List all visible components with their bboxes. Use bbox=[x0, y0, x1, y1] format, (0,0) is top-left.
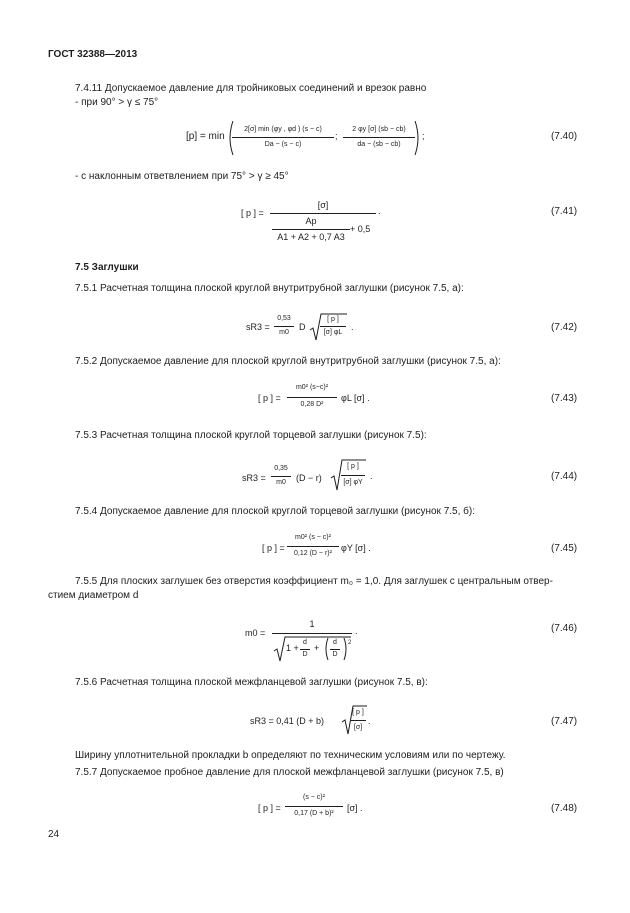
formula-plus-term: + 0,5 bbox=[350, 224, 371, 234]
formula-tail: . bbox=[351, 322, 354, 332]
coefficient-denominator: m0 bbox=[276, 479, 286, 486]
fraction-bar bbox=[272, 633, 352, 634]
equation-number: (7.46) bbox=[551, 623, 578, 634]
paragraph-7-5-4: 7.5.4 Допускаемое давление для плоской круглой торцевой заглушки (рисунок 7.5, б): bbox=[75, 506, 475, 517]
radicand-numerator: [ p ] bbox=[327, 316, 339, 323]
equation-number: (7.48) bbox=[551, 803, 578, 814]
ratio-denominator: D bbox=[302, 651, 308, 658]
fraction-bar bbox=[285, 806, 343, 807]
fraction-bar bbox=[274, 326, 294, 327]
formula-lhs: sR3 = bbox=[246, 322, 270, 332]
fraction-bar bbox=[350, 720, 366, 721]
paragraph-7-5-5-line-1: 7.5.5 Для плоских заглушек без отверстия коэффициент m₀ = 1,0. Для заглушек с центральным отвер- bbox=[75, 576, 553, 587]
equation-number: (7.43) bbox=[551, 393, 578, 404]
formula-tail: . bbox=[378, 206, 381, 216]
equation-number: (7.44) bbox=[551, 471, 578, 482]
fraction-denominator: Da − (s − c) bbox=[264, 141, 302, 148]
formula-lhs: m0 = bbox=[245, 628, 266, 638]
formula-lhs: [ p ] = bbox=[241, 208, 264, 218]
paragraph-gasket-width: Ширину уплотнительной прокладки b определяют по техническим условиям или по чертежу. bbox=[75, 750, 506, 761]
inner-fraction-bar bbox=[272, 229, 350, 230]
document-header: ГОСТ 32388—2013 bbox=[48, 49, 138, 60]
right-paren-icon bbox=[414, 120, 422, 156]
formula-tail: . bbox=[370, 471, 373, 481]
inner-numerator: Ap bbox=[305, 216, 317, 226]
fraction-bar bbox=[300, 649, 310, 650]
plus-sign: + bbox=[314, 643, 320, 653]
formula-rest: φL [σ] . bbox=[341, 393, 370, 403]
radicand-term: 1 + bbox=[286, 643, 299, 653]
fraction-bar bbox=[330, 649, 340, 650]
ratio-numerator: d bbox=[303, 639, 307, 646]
paragraph-7-5-1: 7.5.1 Расчетная толщина плоской круглой внутритрубной заглушки (рисунок 7.5, а): bbox=[75, 283, 464, 294]
fraction-numerator: [σ] bbox=[317, 200, 329, 210]
radicand-denominator: [σ] φY bbox=[343, 479, 363, 486]
formula-symbol: D bbox=[299, 322, 306, 332]
fraction-bar bbox=[287, 546, 339, 547]
fraction-bar bbox=[271, 476, 291, 477]
formula-lhs: sR3 = 0,41 (D + b) bbox=[250, 716, 325, 726]
main-fraction-bar bbox=[270, 213, 376, 214]
formula-tail: ; bbox=[422, 131, 425, 141]
paragraph-7-5-6: 7.5.6 Расчетная толщина плоской межфланцевой заглушки (рисунок 7.5, в): bbox=[75, 677, 428, 688]
paragraph-7-5-5-line-2: стием диаметром d bbox=[48, 590, 139, 601]
formula-lhs: [ p ] = bbox=[258, 803, 281, 813]
fraction-bar bbox=[287, 397, 337, 398]
fraction-bar bbox=[341, 475, 365, 476]
condition-line-2: - с наклонным ответвлением при 75° > γ ≥ 45° bbox=[75, 171, 289, 182]
equation-number: (7.40) bbox=[551, 131, 578, 142]
formula-lhs: [ p ] = bbox=[258, 393, 281, 403]
formula-lhs: [p] = min bbox=[186, 131, 225, 142]
formula-rest: φY [σ] . bbox=[341, 543, 371, 553]
radicand-denominator: [σ] φL bbox=[323, 329, 343, 336]
separator: ; bbox=[335, 131, 338, 141]
condition-line-1: - при 90° > γ ≤ 75° bbox=[75, 97, 159, 108]
fraction-bar bbox=[343, 137, 415, 138]
formula-tail: . bbox=[368, 716, 371, 726]
coefficient-denominator: m0 bbox=[279, 329, 289, 336]
equation-number: (7.41) bbox=[551, 206, 578, 217]
fraction-numerator: (s − c)² bbox=[303, 794, 325, 801]
fraction-numerator: 2[σ] min (φy , φd ) (s − c) bbox=[244, 126, 322, 133]
radicand-numerator: [ p ] bbox=[347, 463, 359, 470]
fraction-numerator: 1 bbox=[309, 619, 315, 629]
paragraph-7-5-7: 7.5.7 Допускаемое пробное давление для плоской межфланцевой заглушки (рисунок 7.5, в) bbox=[75, 767, 504, 778]
page-number: 24 bbox=[48, 829, 60, 840]
ratio-denominator: D bbox=[332, 651, 338, 658]
fraction-denominator: da − (sb − cb) bbox=[357, 141, 401, 148]
paragraph-7-5-3: 7.5.3 Расчетная толщина плоской круглой торцевой заглушки (рисунок 7.5): bbox=[75, 430, 427, 441]
fraction-numerator: m0² (s − c)² bbox=[295, 534, 331, 541]
fraction-numerator: 2 φy [σ] (sb − cb) bbox=[352, 126, 406, 133]
svg-text:2: 2 bbox=[348, 640, 352, 646]
equation-number: (7.45) bbox=[551, 543, 578, 554]
fraction-numerator: m0² (s−c)² bbox=[295, 384, 329, 391]
fraction-bar bbox=[232, 137, 334, 138]
fraction-bar bbox=[320, 326, 346, 327]
fraction-denominator: 0,28 D² bbox=[300, 401, 324, 408]
formula-tail: . bbox=[355, 626, 358, 636]
ratio-numerator: d bbox=[333, 639, 337, 646]
section-heading-7-5: 7.5 Заглушки bbox=[75, 262, 139, 273]
formula-term: (D − r) bbox=[296, 473, 322, 483]
radicand-denominator: [σ] bbox=[353, 724, 363, 731]
paragraph-7-4-11: 7.4.11 Допускаемое давление для тройниковых соединений и врезок равно bbox=[75, 83, 427, 94]
equation-number: (7.42) bbox=[551, 322, 578, 333]
coefficient-numerator: 0,35 bbox=[274, 465, 288, 472]
fraction-denominator: 0,17 (D + b)² bbox=[294, 810, 334, 817]
equation-number: (7.47) bbox=[551, 716, 578, 727]
formula-rest: [σ] . bbox=[347, 803, 363, 813]
inner-denominator: A1 + A2 + 0,7 A3 bbox=[277, 232, 345, 242]
fraction-denominator: 0,12 (D − r)² bbox=[294, 550, 332, 557]
formula-lhs: sR3 = bbox=[242, 473, 266, 483]
coefficient-numerator: 0,53 bbox=[277, 315, 291, 322]
formula-lhs: [ p ] = bbox=[262, 543, 285, 553]
radicand-numerator: [ p ] bbox=[352, 709, 364, 716]
paragraph-7-5-2: 7.5.2 Допускаемое давление для плоской круглой внутритрубной заглушки (рисунок 7.5, а): bbox=[75, 356, 501, 367]
